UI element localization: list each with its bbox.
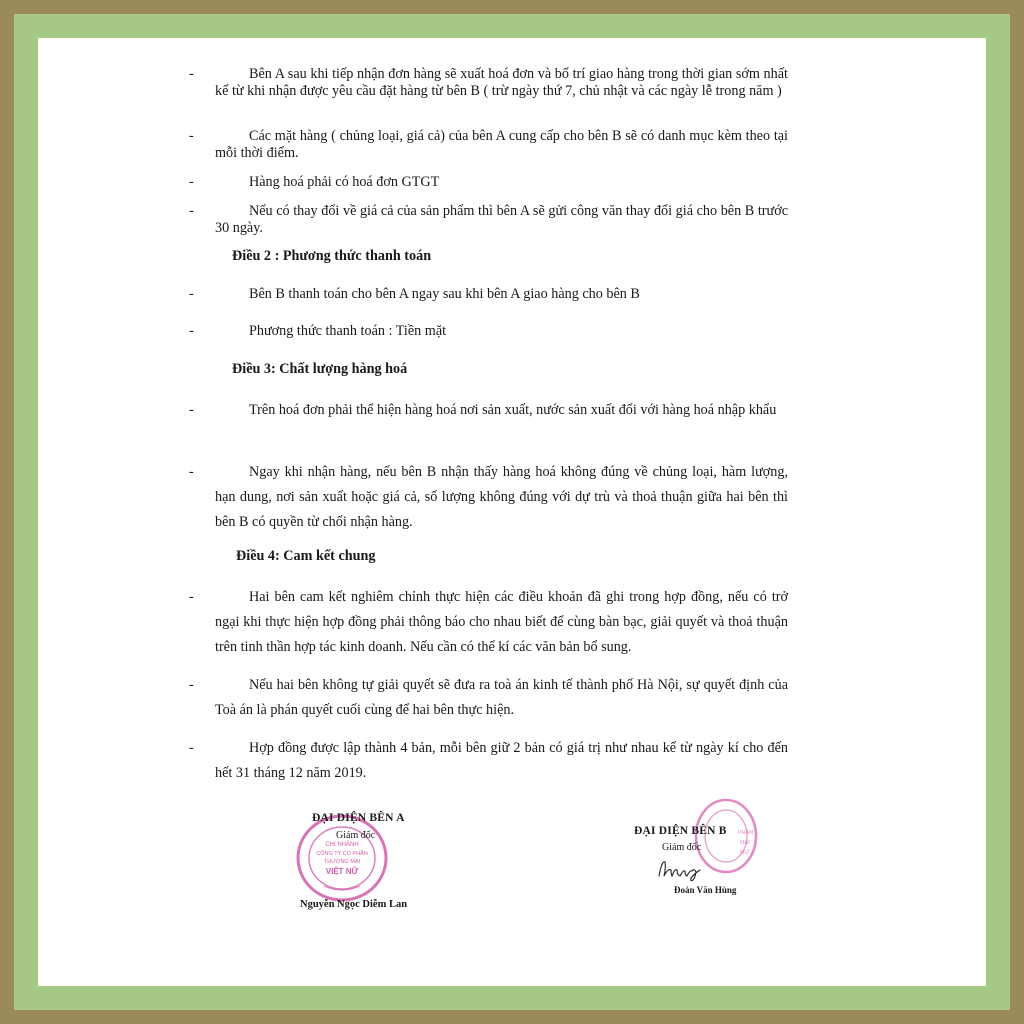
bullet-dash: -: [189, 323, 194, 339]
list-item: [189, 174, 788, 192]
bullet-dash: -: [189, 174, 194, 190]
svg-text:CHI NHÁNH: CHI NHÁNH: [325, 842, 359, 848]
svg-text:VIỆT NỮ: VIỆT NỮ: [325, 867, 359, 876]
list-item-text: Nếu có thay đổi về giá cả của sản phẩm thì bên A sẽ gửi công văn thay đổi giá cho bên B trước 30 ngày.: [215, 203, 788, 236]
list-item: [189, 460, 788, 532]
bullet-dash: -: [189, 66, 194, 82]
list-item: [189, 66, 788, 118]
list-item-text: Hàng hoá phải có hoá đơn GTGT: [249, 174, 440, 190]
party-b-title: ĐẠI DIỆN BÊN B: [634, 825, 727, 837]
list-item-text: Nếu hai bên không tự giải quyết sẽ đưa ra toà án kinh tế thành phố Hà Nội, sự quyết định của Toà án là phán quyết cuối cùng để hai bên thực hiện.: [215, 677, 788, 718]
list-item: [189, 203, 788, 239]
list-item: [189, 736, 788, 784]
bullet-dash: -: [189, 402, 194, 418]
party-a-title: ĐẠI DIỆN BÊN A: [312, 812, 405, 824]
list-item-text: Bên A sau khi tiếp nhận đơn hàng sẽ xuất hoá đơn và bố trí giao hàng trong thời gian sớm nhất kể từ khi nhận được yêu cầu đặt hàng từ bên B ( trừ ngày thứ 7, chủ nhật và các ngày lễ trong năm ): [215, 66, 788, 99]
bullet-dash: -: [189, 286, 194, 302]
section-heading: Điều 4: Cam kết chung: [236, 548, 376, 564]
list-item: [189, 398, 788, 444]
list-item-text: Trên hoá đơn phải thể hiện hàng hoá nơi sản xuất, nước sản xuất đối với hàng hoá nhập khẩu: [249, 402, 777, 418]
list-item-text: Hợp đồng được lập thành 4 bản, mỗi bên giữ 2 bản có giá trị như nhau kể từ ngày kí cho đến hết 31 tháng 12 năm 2019.: [215, 740, 788, 781]
document-page: [38, 38, 986, 986]
bullet-dash: -: [189, 203, 194, 219]
list-item: [189, 673, 788, 721]
party-a-role: Giám đốc: [336, 830, 376, 841]
svg-text:NỮ: NỮ: [740, 850, 750, 856]
company-stamp-a: [296, 812, 392, 902]
svg-text:PHẦN: PHẦN: [738, 830, 754, 836]
section-heading: Điều 3: Chất lượng hàng hoá: [232, 361, 408, 377]
bullet-dash: -: [189, 128, 194, 144]
list-item: [189, 286, 788, 304]
list-item: [189, 323, 788, 341]
list-item-text: Ngay khi nhận hàng, nếu bên B nhận thấy hàng hoá không đúng về chủng loại, hàm lượng, hạn dung, nơi sản xuất hoặc giá cả, số lượng không đúng với dự trù và thoả thuận giữa hai bên thì bên B có quyền từ chối nhận hàng.: [215, 464, 788, 530]
bullet-dash: -: [189, 464, 194, 480]
list-item-text: Hai bên cam kết nghiêm chỉnh thực hiện các điều khoản đã ghi trong hợp đồng, nếu có trở ngại khi thực hiện hợp đồng phải thông báo cho nhau biết để cùng bàn bạc, giải quyết và thoả thuận trên tinh thần hợp tác kinh doanh. Nếu cần có thể kí các văn bản bổ sung.: [215, 589, 788, 655]
list-item: [189, 128, 788, 164]
svg-text:THƯƠNG MẠI: THƯƠNG MẠI: [323, 859, 361, 865]
list-item-text: Các mặt hàng ( chủng loại, giá cả) của bên A cung cấp cho bên B sẽ có danh mục kèm theo tại mỗi thời điểm.: [215, 128, 788, 161]
bullet-dash: -: [189, 677, 194, 693]
svg-text:CÔNG TY CỔ PHẦN: CÔNG TY CỔ PHẦN: [316, 851, 368, 857]
bullet-dash: -: [189, 740, 194, 756]
party-a-name: Nguyễn Ngọc Diễm Lan: [300, 899, 408, 910]
list-item-text: Bên B thanh toán cho bên A ngay sau khi bên A giao hàng cho bên B: [249, 286, 640, 302]
section-heading: Điều 2 : Phương thức thanh toán: [232, 248, 432, 264]
party-b-handwritten-signature: [656, 856, 708, 884]
party-b-role: Giám đốc: [662, 842, 702, 853]
party-b-name: Đoàn Văn Hùng: [674, 885, 737, 895]
list-item: [189, 585, 788, 657]
svg-text:MẠI: MẠI: [740, 840, 750, 846]
list-item-text: Phương thức thanh toán : Tiền mặt: [249, 323, 447, 339]
bullet-dash: -: [189, 589, 194, 605]
